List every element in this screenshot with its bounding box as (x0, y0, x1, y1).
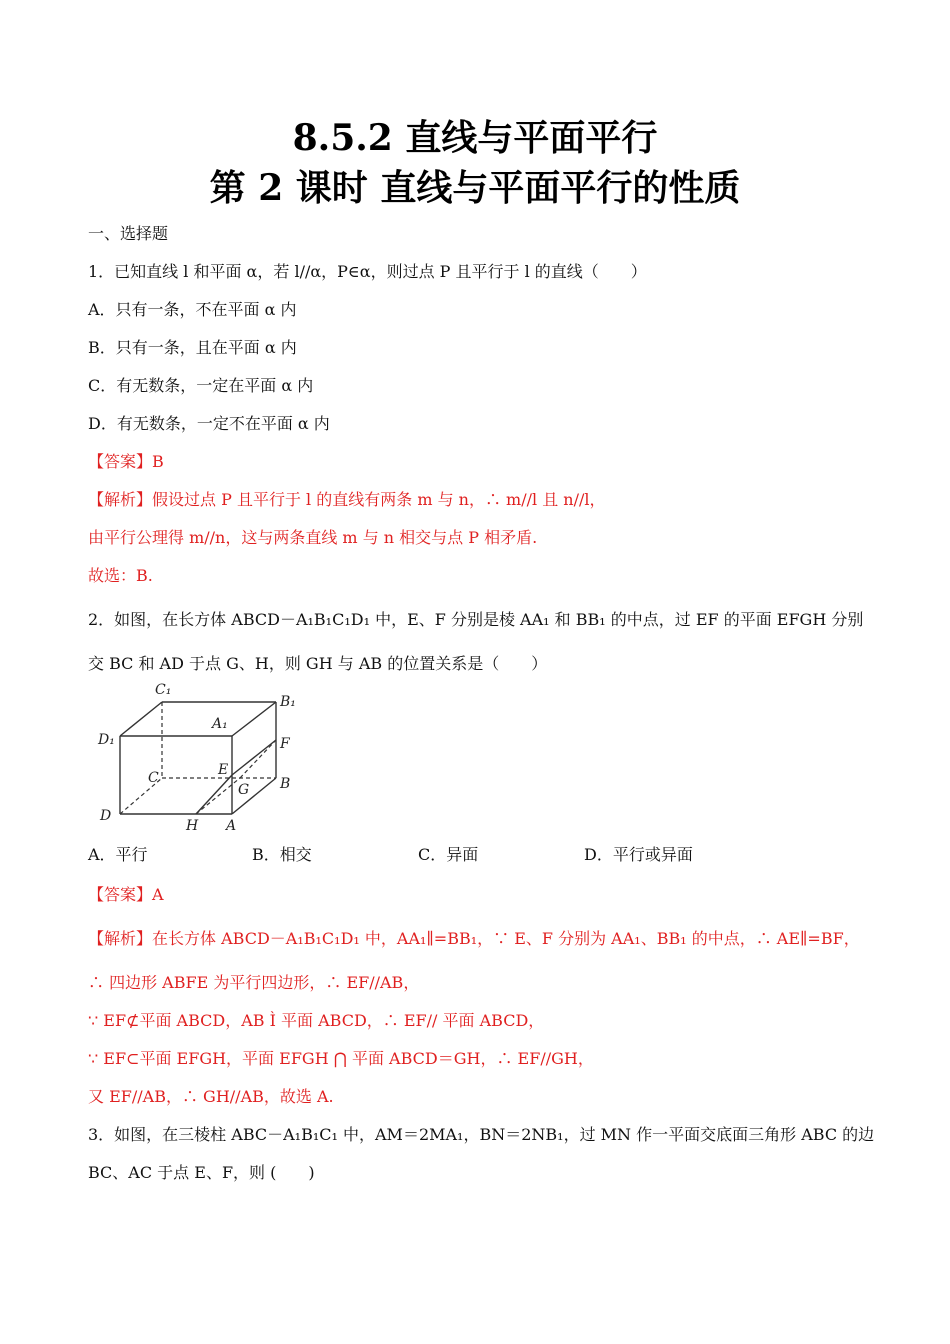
label-d: D (100, 808, 112, 824)
q2-option-b: B．相交 (252, 845, 312, 864)
q1-analysis-2: 由平行公理得 m//n，这与两条直线 m 与 n 相交与点 P 相矛盾. (88, 528, 538, 547)
title-line-2: 第 2 课时 直线与平面平行的性质 (209, 167, 741, 209)
q2-answer: 【答案】A (88, 885, 164, 904)
q2-analysis-2: ∴ 四边形 ABFE 为平行四边形，∴ EF//AB， (88, 973, 420, 992)
label-b1: B₁ (280, 694, 296, 710)
q2-stem-2: 交 BC 和 AD 于点 G、H，则 GH 与 AB 的位置关系是（ ） (88, 654, 548, 673)
q2-option-d: D．平行或异面 (584, 845, 693, 864)
q2-analysis-4: ∵ EF⊂平面 EFGH，平面 EFGH ⋂ 平面 ABCD＝GH，∴ EF//GH， (88, 1049, 594, 1068)
label-f: F (280, 736, 290, 752)
q2-analysis-3: ∵ EF⊄平面 ABCD，AB Ì 平面 ABCD，∴ EF// 平面 ABCD， (88, 1011, 545, 1030)
section-heading: 一、选择题 (88, 224, 169, 243)
q1-option-c: C．有无数条，一定在平面 α 内 (88, 376, 314, 395)
cuboid-figure (92, 678, 302, 836)
label-g: G (238, 782, 250, 798)
q1-analysis-3: 故选：B. (88, 566, 153, 585)
label-a1: A₁ (212, 716, 228, 732)
label-c1: C₁ (155, 682, 172, 698)
q1-option-a: A．只有一条，不在平面 α 内 (88, 300, 297, 319)
q2-stem-1: 2．如图，在长方体 ABCD－A₁B₁C₁D₁ 中，E、F 分别是棱 AA₁ 和 BB₁ 的中点，过 EF 的平面 EFGH 分别 (88, 610, 864, 629)
label-h: H (186, 818, 199, 834)
q1-option-d: D．有无数条，一定不在平面 α 内 (88, 414, 330, 433)
q3-stem-2: BC、AC 于点 E、F，则 ( ) (88, 1163, 315, 1182)
q1-option-b: B．只有一条，且在平面 α 内 (88, 338, 297, 357)
q3-stem-1: 3．如图，在三棱柱 ABC－A₁B₁C₁ 中，AM＝2MA₁，BN＝2NB₁，过 MN 作一平面交底面三角形 ABC 的边 (88, 1125, 875, 1144)
label-b: B (280, 776, 291, 792)
q2-analysis-5: 又 EF//AB，∴ GH//AB，故选 A. (88, 1087, 334, 1106)
q1-stem: 1．已知直线 l 和平面 α，若 l//α，P∈α，则过点 P 且平行于 l 的直线（ ） (88, 262, 647, 281)
label-c: C (148, 770, 159, 786)
label-d1: D₁ (98, 732, 115, 748)
q1-answer: 【答案】B (88, 452, 164, 471)
q2-analysis-1: 【解析】在长方体 ABCD－A₁B₁C₁D₁ 中，AA₁∥=BB₁，∵ E、F 分别为 AA₁、BB₁ 的中点，∴ AE∥=BF， (88, 929, 860, 948)
q1-analysis-1: 【解析】假设过点 P 且平行于 l 的直线有两条 m 与 n，∴ m//l 且 n//l， (88, 490, 606, 509)
label-a: A (226, 818, 237, 834)
title-line-1: 8.5.2 直线与平面平行 (292, 117, 658, 159)
q2-option-c: C．异面 (418, 845, 479, 864)
q2-option-a: A．平行 (88, 845, 148, 864)
label-e: E (218, 762, 229, 778)
